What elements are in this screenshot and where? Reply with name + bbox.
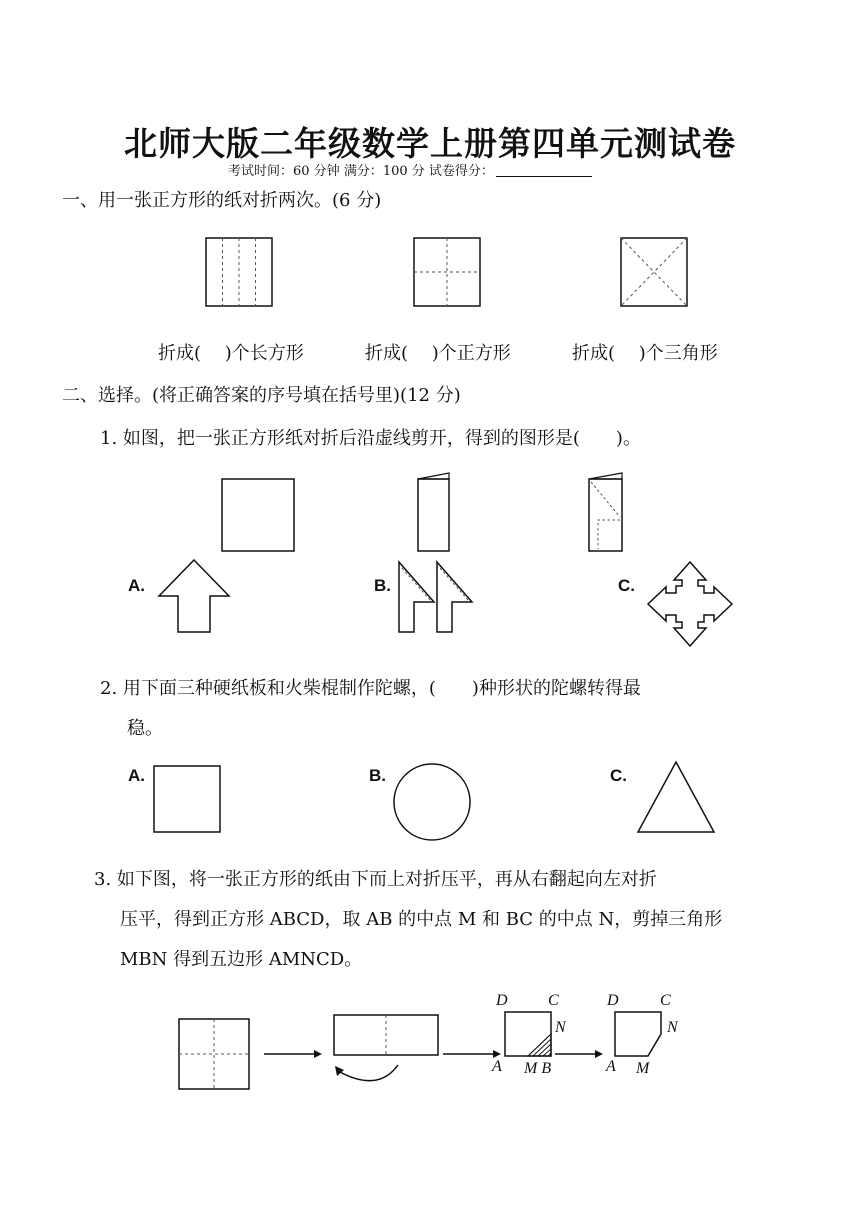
fold-figure-squares — [413, 237, 481, 307]
q2-text-line2: 稳。 — [127, 718, 163, 739]
q3-arrow-3 — [555, 1048, 603, 1060]
q2-option-c-label[interactable]: C. — [610, 766, 627, 785]
q3-label-d2: D — [607, 992, 619, 1009]
fold-figure-rectangles — [205, 237, 273, 307]
q3-square-abcd — [503, 1010, 553, 1058]
exam-time: 考试时间：60 分钟 — [228, 164, 340, 179]
q2-option-b-circle[interactable] — [392, 762, 472, 842]
q3-text-line2: 压平，得到正方形 ABCD，取 AB 的中点 M 和 BC 的中点 N，剪掉三角形 — [120, 909, 723, 930]
q3-folded-rectangle — [332, 1013, 440, 1095]
q3-label-n: N — [555, 1019, 566, 1036]
q3-label-a: A — [492, 1058, 502, 1075]
q3-text-line3: MBN 得到五边形 AMNCD。 — [120, 949, 363, 970]
q2-option-a-square[interactable] — [153, 765, 221, 833]
blank-squares[interactable]: 折成( )个正方形 — [365, 343, 511, 364]
exam-info — [228, 160, 592, 179]
page-title: 北师大版二年级数学上册第四单元测试卷 — [124, 124, 736, 163]
q1-option-c-star[interactable] — [646, 560, 734, 648]
q1-option-b-label[interactable]: B. — [374, 576, 391, 595]
q2-option-c-triangle[interactable] — [636, 760, 716, 834]
blank-rectangles[interactable]: 折成( )个长方形 — [158, 343, 304, 364]
q2-option-a-label[interactable]: A. — [128, 766, 145, 785]
q3-text-line1: 3. 如下图，将一张正方形的纸由下而上对折压平，再从右翻起向左对折 — [94, 869, 657, 890]
q3-label-mb: M B — [524, 1060, 552, 1077]
q1-cut-paper — [585, 470, 627, 552]
q3-arrow-1 — [264, 1048, 322, 1060]
fold-figure-triangles — [620, 237, 688, 307]
section1-heading: 一、用一张正方形的纸对折两次。(6 分) — [62, 190, 382, 211]
q1-option-a-arrow[interactable] — [156, 558, 232, 634]
q1-text: 1. 如图，把一张正方形纸对折后沿虚线剪开，得到的图形是( )。 — [100, 428, 641, 449]
exam-score-label: 试卷得分： — [428, 164, 494, 179]
q1-option-c-label[interactable]: C. — [618, 576, 635, 595]
q2-option-b-label[interactable]: B. — [369, 766, 386, 785]
q3-square-dashed — [178, 1018, 250, 1090]
q1-option-b-shapes[interactable] — [396, 559, 476, 635]
q3-label-c: C — [548, 992, 559, 1009]
section2-heading: 二、选择。(将正确答案的序号填在括号里)(12 分) — [62, 385, 461, 406]
q2-text-line1: 2. 用下面三种硬纸板和火柴棍制作陀螺，( )种形状的陀螺转得最 — [100, 678, 641, 699]
q3-label-a2: A — [606, 1058, 616, 1075]
exam-full-score: 满分：100 分 — [343, 164, 425, 179]
q1-folded-paper — [414, 470, 454, 552]
q3-label-d: D — [496, 992, 508, 1009]
q1-square-paper — [221, 478, 295, 552]
score-blank[interactable] — [496, 176, 592, 177]
q3-pentagon-amncd — [613, 1010, 663, 1058]
q3-label-n2: N — [667, 1019, 678, 1036]
blank-triangles[interactable]: 折成( )个三角形 — [572, 343, 718, 364]
q3-label-c2: C — [660, 992, 671, 1009]
q3-label-m2: M — [636, 1060, 650, 1077]
q1-option-a-label[interactable]: A. — [128, 576, 145, 595]
